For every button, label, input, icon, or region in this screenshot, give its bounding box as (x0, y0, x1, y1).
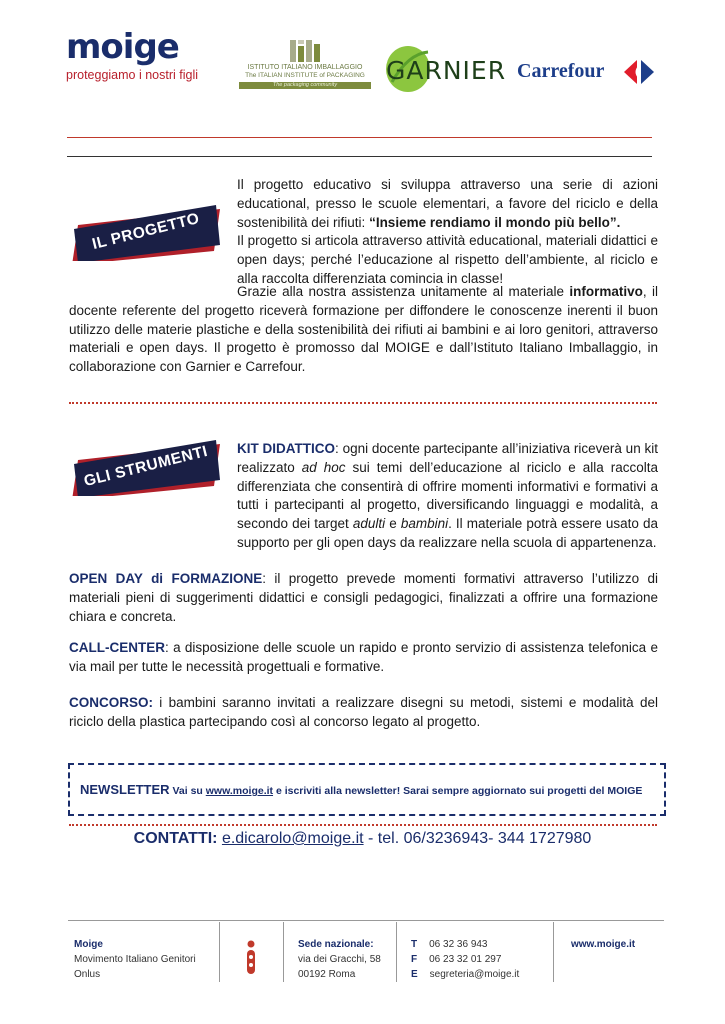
moige-logo (66, 27, 206, 82)
open-day-paragraph: OPEN DAY di FORMAZIONE: il progetto prevede momenti formativi attraverso l’utilizzo di materiali pieni di suggerimenti didattici e consigli pedagogici, finalizzati a offrire una formazione chiara e concreta. (69, 571, 658, 624)
istituto-imballaggio-logo (239, 38, 371, 94)
header-divider-dark (67, 156, 652, 157)
garnier-wordmark: GARNIER (386, 56, 507, 85)
footer-separator (219, 922, 220, 982)
footer-separator (396, 922, 397, 982)
carrefour-wordmark: Carrefour (517, 60, 605, 82)
badge-il-progetto (72, 203, 220, 261)
kit-didattico-paragraph: KIT DIDATTICO: ogni docente partecipante all’iniziativa riceverà un kit realizzato ad hoc sui temi dell’educazione al riciclo e alla raccolta differenziata che consentirà di offrire momenti informativi e formativi a tutti i partecipanti al progetto, diversificando linguaggi e modalità, a secondo dei target adulti e bambini. Il materiale potrà essere usato da supporto per gli open days da realizzare nella scuola di appartenenza. (237, 441, 658, 550)
badge-gli-strumenti (72, 438, 220, 496)
carrefour-logo (517, 58, 659, 88)
header-divider-red (67, 137, 652, 138)
contact-email-link[interactable]: e.dicarolo@moige.it (221, 830, 364, 847)
section1-paragraph-3: Grazie alla nostra assistenza unitamente al materiale informativo, il docente referente del progetto riceverà formazione per diffondere le conoscenze inerenti il buon utilizzo delle materie plastiche e della sostenibilità dei rifiuti ai bambini e ai loro genitori, attraverso materiali e open days. Il progetto è promosso dal MOIGE e dall’Istituto Italiano Imballaggio, in collaborazione con Garnier e Carrefour. (69, 284, 658, 375)
iip-name-english: The ITALIAN INSTITUTE of PACKAGING (245, 72, 365, 79)
footer-website-link[interactable]: www.moige.it (571, 939, 636, 950)
garnier-logo (384, 44, 510, 94)
section1-top (237, 176, 658, 289)
badge-il-progetto-label: IL PROGETTO (90, 209, 202, 254)
section1-paragraph-2: Il progetto si articola attraverso attività educational, materiali didattici e open days; perché l’educazione al rispetto dell’ambiente, al riciclo e alla raccolta differenziata comincia in classe! (237, 233, 658, 286)
footer-separator (283, 922, 284, 982)
kit-didattico-top (237, 440, 658, 553)
concorso-paragraph: CONCORSO: i bambini saranno invitati a realizzare disegni su metodi, sistemi e modalità del riciclo della plastica partecipando così al concorso legato al progetto. (69, 695, 658, 729)
badge-gli-strumenti-label: GLI STRUMENTI (82, 442, 210, 491)
footer-address: Sede nazionale: via dei Gracchi, 58 00192 Roma (298, 939, 381, 980)
carrefour-mark-icon (621, 58, 657, 86)
newsletter-link[interactable]: www.moige.it (205, 785, 274, 797)
footer-phones: T 06 32 36 943 F 06 23 32 01 297 E segreteria@moige.it (411, 939, 520, 980)
footer-separator (553, 922, 554, 982)
call-center-paragraph: CALL-CENTER: a disposizione delle scuole un rapido e pronto servizio di assistenza telefonica e via mail per tutte le necessità progettuali e formative. (69, 640, 658, 674)
footer-divider (68, 920, 664, 921)
contacts-label: CONTATTI: (133, 830, 218, 847)
footer-website (571, 937, 635, 952)
newsletter-title: NEWSLETTER (80, 782, 170, 797)
section-divider (69, 402, 657, 404)
moige-tagline: proteggiamo i nostri figli (66, 68, 199, 82)
newsletter-box: NEWSLETTER Vai su www.moige.it e iscriviti alla newsletter! Sarai sempre aggiornato sui progetti del MOIGE (68, 763, 666, 816)
footer-moige-icon (244, 940, 258, 981)
section1-bottom (69, 283, 658, 377)
contacts-divider (69, 824, 657, 826)
iip-mark-icon (288, 38, 322, 64)
contacts-line (0, 830, 725, 848)
section1-paragraph-1: Il progetto educativo si sviluppa attraverso una serie di azioni educational, presso le scuole elementari, a favore del riciclo e della sostenibilità dei rifiuti: “Insieme rendiamo il mondo più bello”. (237, 177, 658, 230)
iip-name: ISTITUTO ITALIANO IMBALLAGGIO (247, 64, 363, 71)
iip-slogan: The packaging community (239, 82, 371, 89)
moige-logo-wordmark: moige (66, 27, 179, 67)
contact-phone: - tel. 06/3236943- 344 1727980 (363, 830, 592, 847)
footer-org: Moige Movimento Italiano Genitori Onlus (74, 939, 196, 980)
